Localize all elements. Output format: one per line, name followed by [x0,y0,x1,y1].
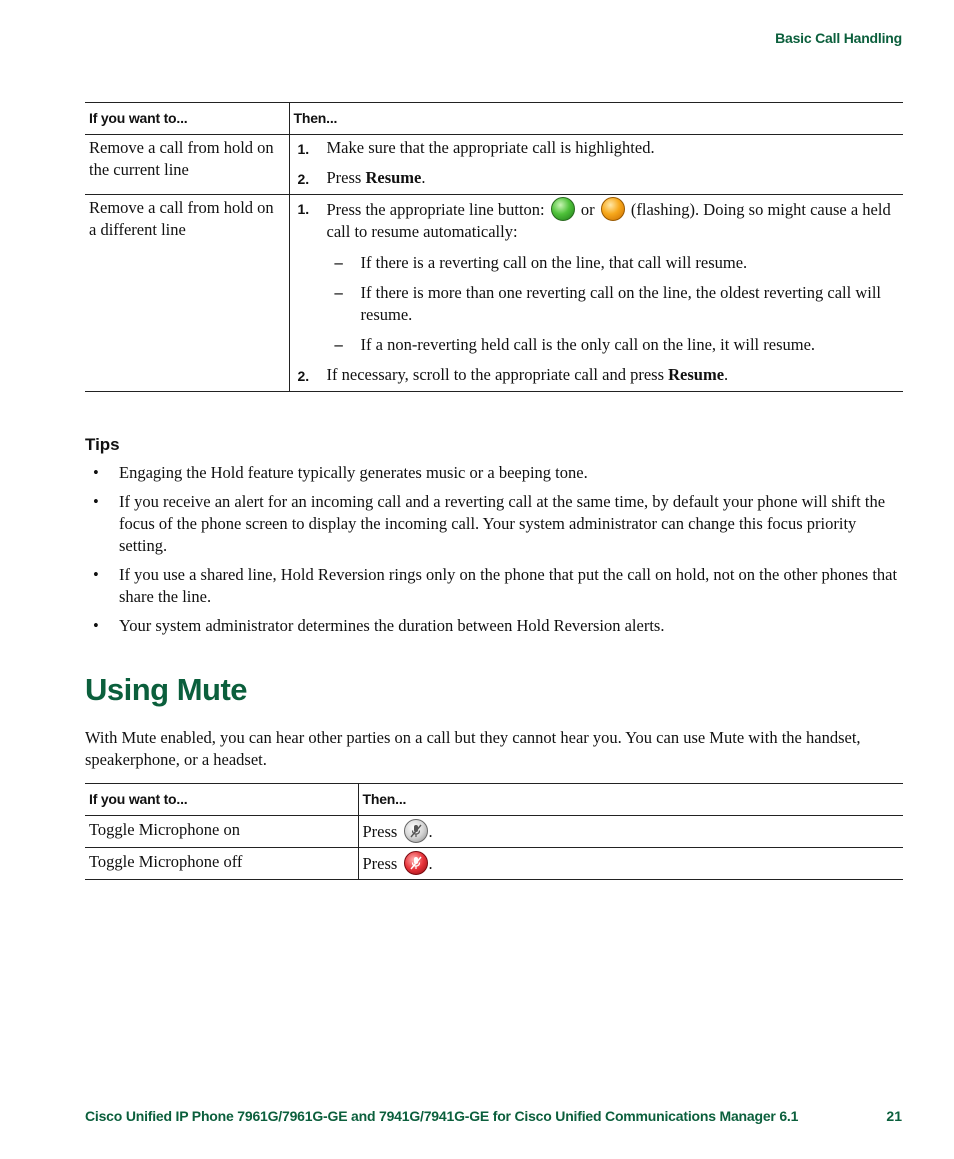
table-row [85,195,903,392]
resume-softkey-label: Resume [365,168,422,187]
instruction-suffix: . [428,854,433,873]
bullet-marker: • [93,565,99,584]
step-text: Press the appropriate line button: [326,200,549,219]
sub-list-item [327,282,900,326]
list-item [85,462,903,484]
instruction-prefix: Press [362,854,402,873]
bullet-marker: • [93,463,99,482]
page-number: 21 [886,1108,902,1124]
step-text-or: or [576,200,599,219]
list-item [85,615,903,637]
step-item [294,364,900,386]
step-number: 2. [297,368,310,384]
column-header-if-you-want: If you want to... [85,784,358,816]
dash-marker: – [334,335,343,354]
step-number: 1. [297,141,310,157]
table-row [85,816,903,848]
resume-call-table [85,102,903,392]
amber-line-button-icon [601,197,625,221]
column-header-then: Then... [358,784,903,816]
list-item [85,491,903,557]
dash-marker: – [334,253,343,272]
row-steps [289,195,903,392]
table-header-row [85,784,903,816]
row-action-different-line: Remove a call from hold on a different line [85,195,289,392]
row-action-mic-on: Toggle Microphone on [85,816,358,848]
list-item [85,564,903,608]
column-header-then: Then... [289,103,903,135]
resume-softkey-label: Resume [668,365,725,384]
tip-text: Your system administrator determines the duration between Hold Reversion alerts. [119,616,665,635]
footer-title: Cisco Unified IP Phone 7961G/7961G-GE and 7941G/7941G-GE for Cisco Unified Communications Manager 6.1 [85,1108,799,1124]
table-row [85,848,903,880]
step-text-prefix: Press [326,168,366,187]
section-title: Using Mute [85,672,248,707]
instruction-prefix: Press [362,822,402,841]
row-action-mic-off: Toggle Microphone off [85,848,358,880]
tips-heading: Tips [85,435,120,454]
step-text-suffix: . [724,365,729,384]
tips-list [85,462,903,644]
dash-marker: – [334,283,343,302]
sub-list-item [327,334,900,356]
tip-text: If you receive an alert for an incoming call and a reverting call at the same time, by default your phone will shift the focus of the phone screen to display the incoming call. Your system administrator can change this focus priority setting. [119,492,886,555]
column-header-if-you-want: If you want to... [85,103,289,135]
row-steps [289,135,903,195]
row-instruction [358,816,903,848]
row-action-current-line: Remove a call from hold on the current line [85,135,289,195]
step-item [294,167,900,189]
instruction-suffix: . [428,822,433,841]
step-number: 2. [297,171,310,187]
green-line-button-icon [551,197,575,221]
step-item [294,137,900,159]
bullet-marker: • [93,616,99,635]
tip-text: If you use a shared line, Hold Reversion rings only on the phone that put the call on hold, not on the other phones that share the line. [119,565,898,606]
bullet-marker: • [93,492,99,511]
sub-item-text: If there is more than one reverting call on the line, the oldest reverting call will resume. [360,283,881,324]
step-number: 1. [297,201,310,217]
step-text: Make sure that the appropriate call is highlighted. [326,138,655,157]
table-header-row [85,103,903,135]
mute-button-on-icon [404,851,428,875]
row-instruction [358,848,903,880]
mute-button-off-icon [404,819,428,843]
sub-list-item [327,252,900,274]
sub-item-text: If a non-reverting held call is the only call on the line, it will resume. [360,335,816,354]
section-intro: With Mute enabled, you can hear other parties on a call but they cannot hear you. You can use Mute with the handset, speakerphone, or a headset. [85,728,861,769]
step-text: (flashing). Doing so might cause a held call to resume automatically: [326,200,891,241]
step-item [294,197,900,356]
sub-item-text: If there is a reverting call on the line, that call will resume. [360,253,748,272]
running-header: Basic Call Handling [775,30,902,46]
tip-text: Engaging the Hold feature typically generates music or a beeping tone. [119,463,588,482]
step-text-prefix: If necessary, scroll to the appropriate call and press [326,365,669,384]
mute-table [85,783,903,880]
step-text-suffix: . [421,168,426,187]
table-row [85,135,903,195]
